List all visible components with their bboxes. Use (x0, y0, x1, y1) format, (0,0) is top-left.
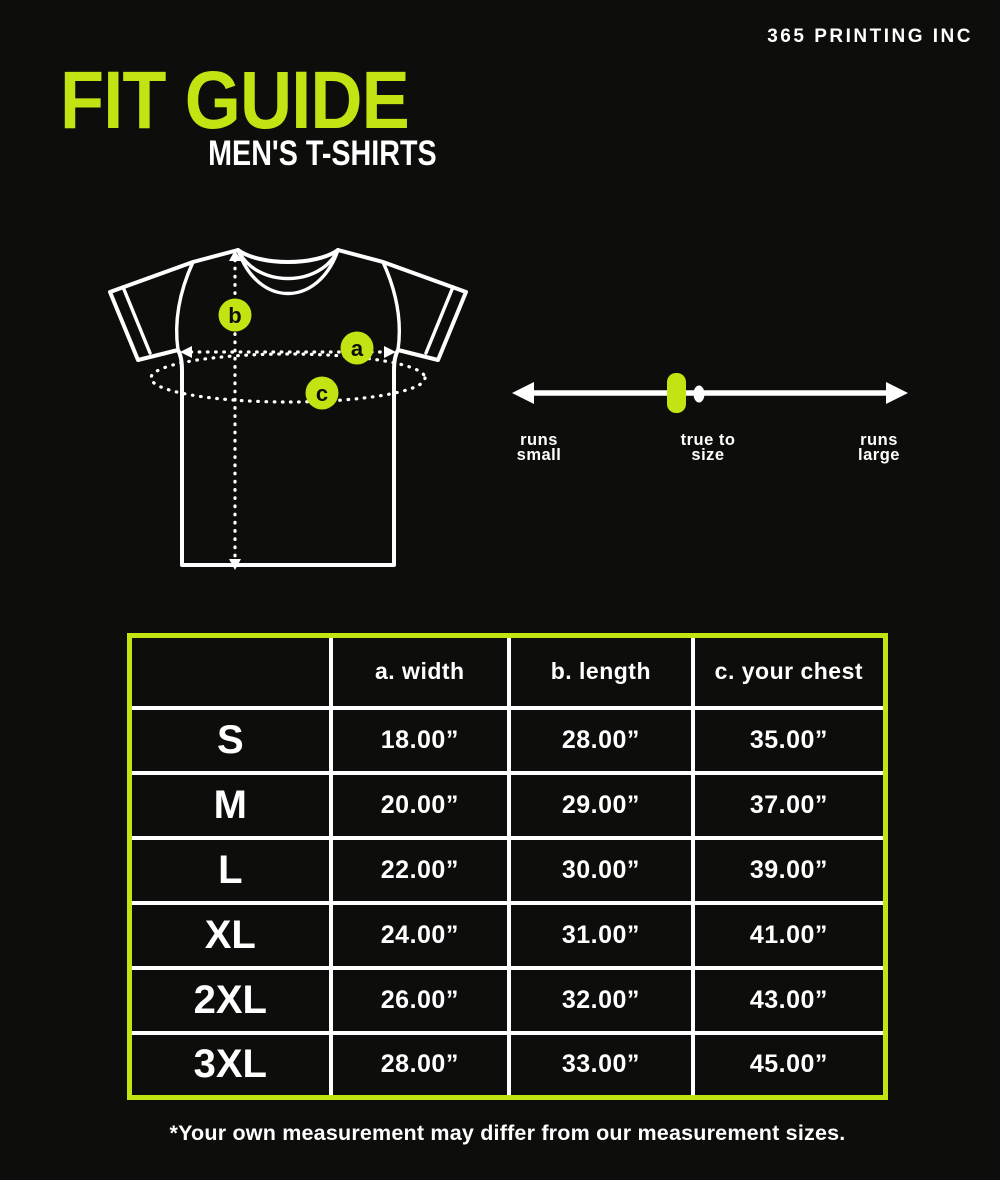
size-label: XL (130, 903, 331, 968)
table-header-row (130, 636, 886, 708)
size-table (127, 633, 888, 1100)
table-row (130, 903, 886, 968)
tshirt-measurement-diagram (90, 230, 490, 590)
scale-label-line: true to (680, 431, 736, 449)
scale-arrow-left-icon (512, 382, 534, 404)
scale-label-runs-large (824, 433, 934, 463)
measurement-value: 37.00” (693, 773, 886, 838)
table-row (130, 968, 886, 1033)
header-empty-cell (130, 636, 331, 708)
size-label: L (130, 838, 331, 903)
left-sleeve-cuff-line (123, 287, 150, 353)
size-label: 3XL (130, 1033, 331, 1098)
scale-label-runs-small (484, 433, 594, 463)
size-label: M (130, 773, 331, 838)
page-title: FIT GUIDE (60, 55, 409, 146)
measurement-value: 20.00” (331, 773, 509, 838)
size-label: S (130, 708, 331, 773)
measurement-value: 39.00” (693, 838, 886, 903)
table-row (130, 708, 886, 773)
scale-center-dot-icon (694, 386, 705, 403)
measurement-value: 30.00” (509, 838, 693, 903)
marker-a-label: a (350, 336, 364, 361)
table-row (130, 773, 886, 838)
header-width: a. width (331, 636, 509, 708)
scale-arrow-right-icon (886, 382, 908, 404)
scale-label-line: runs (860, 431, 898, 449)
measurement-value: 32.00” (509, 968, 693, 1033)
page-subtitle: MEN'S T-SHIRTS (208, 134, 437, 173)
measurement-value: 33.00” (509, 1033, 693, 1098)
measurement-value: 35.00” (693, 708, 886, 773)
marker-b-label: b (228, 303, 242, 328)
right-sleeve-seam (383, 262, 399, 350)
header-length: b. length (509, 636, 693, 708)
collar-back-line (238, 250, 338, 262)
measurement-value: 45.00” (693, 1033, 886, 1098)
measurement-value: 24.00” (331, 903, 509, 968)
brand-text: 365 PRINTING INC (767, 26, 973, 47)
scale-label-line: runs (520, 431, 558, 449)
measurement-disclaimer: *Your own measurement may differ from our measurement sizes. (169, 1121, 846, 1145)
right-sleeve-cuff-line (426, 287, 453, 353)
measurement-value: 28.00” (331, 1033, 509, 1098)
table-row (130, 1033, 886, 1098)
tshirt-outline (110, 250, 466, 565)
measurement-value: 31.00” (509, 903, 693, 968)
scale-label-line: size (691, 446, 725, 464)
marker-c-label: c (315, 381, 329, 406)
measurement-value: 26.00” (331, 968, 509, 1033)
chest-dotted-ellipse (151, 354, 425, 402)
left-sleeve-seam (177, 262, 193, 350)
measurement-value: 41.00” (693, 903, 886, 968)
measurement-value: 22.00” (331, 838, 509, 903)
measurement-value: 29.00” (509, 773, 693, 838)
scale-label-true-to-size (653, 433, 763, 463)
scale-label-line: small (516, 446, 562, 464)
fit-scale (500, 360, 920, 420)
measurement-value: 18.00” (331, 708, 509, 773)
scale-label-line: large (858, 446, 900, 464)
table-row (130, 838, 886, 903)
measurement-value: 28.00” (509, 708, 693, 773)
scale-position-marker (667, 373, 686, 413)
size-label: 2XL (130, 968, 331, 1033)
header-chest: c. your chest (693, 636, 886, 708)
measurement-value: 43.00” (693, 968, 886, 1033)
